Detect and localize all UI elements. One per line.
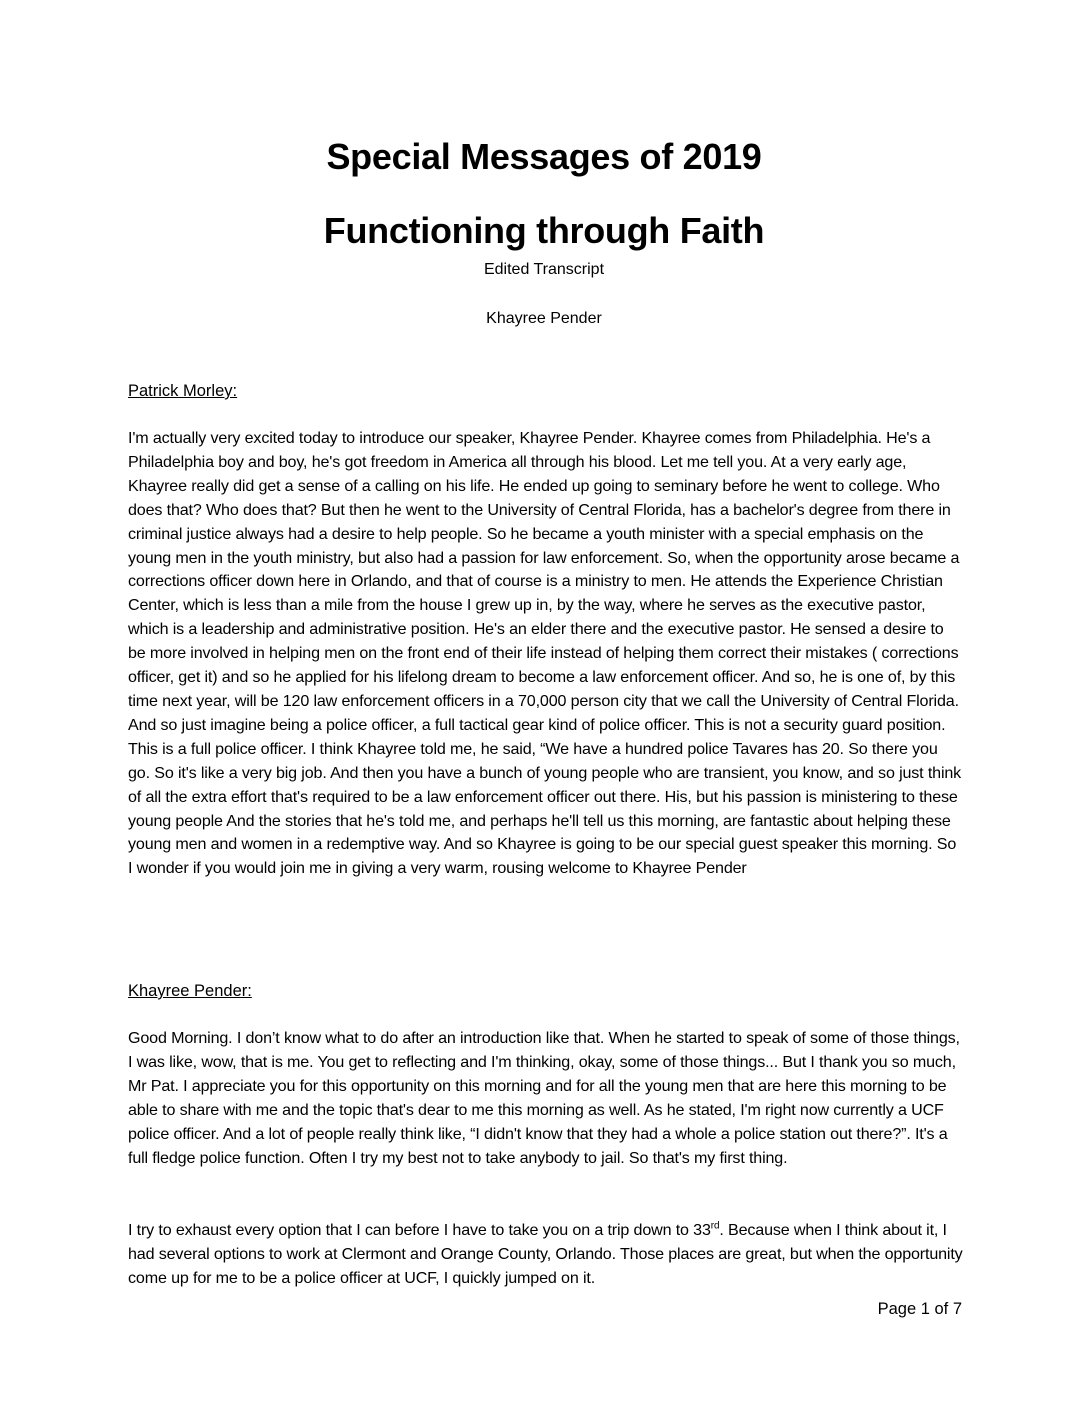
page-number: Page 1 of 7 [877, 1300, 962, 1318]
paragraph-text [128, 1219, 963, 1291]
ordinal-suffix: rd [710, 1220, 720, 1232]
transcript-paragraph [128, 1027, 963, 1170]
document-subtitle: Edited Transcript [483, 261, 605, 278]
speaker-heading-patrick-morley: Patrick Morley: [128, 382, 238, 400]
transcript-paragraph [128, 1219, 963, 1291]
document-title: Special Messages of 2019 [326, 136, 762, 177]
paragraph-text: I'm actually very excited today to introduce our speaker, Khayree Pender. Khayree comes from Philadelphia. He's a Philadelphia boy and boy, he's got freedom in America all through his blood. Let me tell you. At a very early age, Khayree really did get a sense of a calling on his life. He ended up going to seminary before he went to college. Who does that? Who does that? But then he went to the University of Central Florida, has a bachelor's degree from there in criminal justice always had a desire to help people. So he became a youth minister with a special emphasis on the young men in the youth ministry, but also had a passion for law enforcement. So, when the opportunity arose became a corrections officer down here in Orlando, and that of course is a ministry to men. He attends the Experience Christian Center, which is less than a mile from the house I grew up in, by the way, where he serves as the executive pastor, which is a leadership and administrative position. He's an elder there and the executive pastor. He sensed a desire to be more involved in helping men on the front end of their life instead of helping them correct their mistakes ( corrections officer, get it) and so he applied for his lifelong dream to become a law enforcement officer. And so, he is one of, by this time next year, will be 120 law enforcement officers in a 70,000 person city that we call the University of Central Florida. And so just imagine being a police officer, a full tactical gear kind of police officer. This is not a security guard position. This is a full police officer. I think Khayree told me, he said, “We have a hundred police Tavares has 20. So there you go. So it's like a very big job. And then you have a bunch of young people who are transient, you know, and so just think of all the extra effort that's required to be a law enforcement officer out there. His, but his passion is ministering to these young people And the stories that he's told me, and perhaps he'll tell us this morning, are fantastic about helping these young men and women in a redemptive way. And so Khayree is going to be our special guest speaker this morning. So I wonder if you would join me in giving a very warm, rousing welcome to Khayree Pender [128, 429, 962, 878]
document-author: Khayree Pender [486, 310, 602, 327]
transcript-paragraph [128, 427, 963, 881]
paragraph-text-part: . Because when I think about it, I had several options to work at Clermont and Orange County, Orlando. Those places are great, but when the opportunity come up for me to be a police officer at UCF, I quickly jumped on it. [128, 1221, 963, 1287]
speaker-heading-khayree-pender: Khayree Pender: [128, 982, 252, 1000]
paragraph-text: Good Morning. I don’t know what to do after an introduction like that. When he started to speak of some of those things, I was like, wow, that is me. You get to reflecting and I'm thinking, okay, some of those things... But I thank you so much, Mr Pat. I appreciate you for this opportunity on this morning and for all the young men that are here this morning to be able to share with me and the topic that's dear to me this morning as well. As he stated, I'm right now currently a UCF police officer. And a lot of people really think like, “I didn't know that they had a whole a police station out there?”. It's a full fledge police function. Often I try my best not to take anybody to jail. So that's my first thing. [128, 1029, 960, 1167]
paragraph-text-part: I try to exhaust every option that I can before I have to take you on a trip down to 33 [128, 1221, 711, 1239]
document-subject-title: Functioning through Faith [323, 210, 765, 251]
